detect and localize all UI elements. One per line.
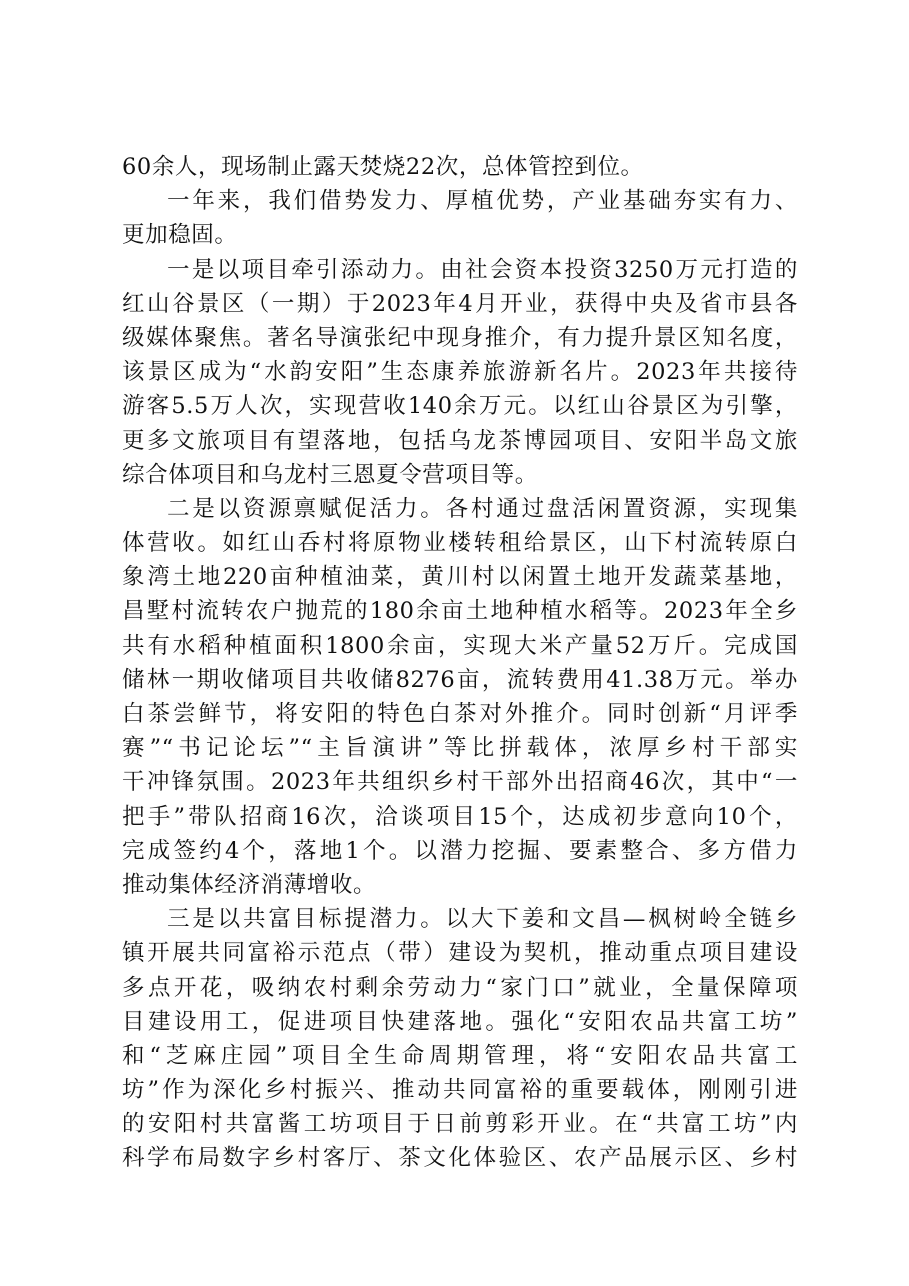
text-line: 的安阳村共富酱工坊项目于日前剪彩开业。在“共富工坊”内: [122, 1111, 798, 1138]
document-body: [122, 150, 798, 1176]
text-line: 共有水稻种植面积1800余亩，实现大米产量52万斤。完成国: [122, 632, 798, 659]
text-line: 科学布局数字乡村客厅、茶文化体验区、农产品展示区、乡村: [122, 1145, 798, 1172]
text-line: 三是以共富目标提潜力。以大下姜和文昌—枫树岭全链乡: [167, 906, 798, 933]
text-line: 游客5.5万人次，实现营收140余万元。以红山谷景区为引擎，: [122, 393, 798, 420]
text-line: 镇开展共同富裕示范点（带）建设为契机，推动重点项目建设: [122, 940, 798, 967]
text-line: 综合体项目和乌龙村三恩夏令营项目等。: [122, 461, 538, 488]
text-line: 更多文旅项目有望落地，包括乌龙茶博园项目、安阳半岛文旅: [122, 427, 798, 454]
text-line: 级媒体聚焦。著名导演张纪中现身推介，有力提升景区知名度，: [122, 324, 798, 351]
text-line: 一年来，我们借势发力、厚植优势，产业基础夯实有力、: [167, 188, 798, 215]
text-line: 干冲锋氛围。2023年共组织乡村干部外出招商46次，其中“一: [122, 769, 798, 796]
text-line: 该景区成为“水韵安阳”生态康养旅游新名片。2023年共接待: [122, 359, 798, 386]
text-line: 昌墅村流转农户抛荒的180余亩土地种植水稻等。2023年全乡: [122, 598, 798, 625]
text-line: 红山谷景区（一期）于2023年4月开业，获得中央及省市县各: [122, 290, 798, 317]
text-line: 白茶尝鲜节，将安阳的特色白茶对外推介。同时创新“月评季: [122, 701, 798, 727]
text-line: 推动集体经济消薄增收。: [122, 871, 377, 898]
text-line: 坊”作为深化乡村振兴、推动共同富裕的重要载体，刚刚引进: [122, 1077, 798, 1104]
text-line: 象湾土地220亩种植油菜，黄川村以闲置土地开发蔬菜基地，: [122, 564, 798, 591]
text-line: 更加稳固。: [122, 222, 238, 249]
text-line: 完成签约4个，落地1个。以潜力挖掘、要素整合、多方借力: [122, 837, 798, 864]
text-line: 赛”“书记论坛”“主旨演讲”等比拼载体，浓厚乡村干部实: [122, 735, 798, 762]
text-line: 体营收。如红山呑村将原物业楼转租给景区，山下村流转原白: [122, 530, 798, 557]
text-line: 和“芝麻庄园”项目全生命周期管理，将“安阳农品共富工: [122, 1042, 798, 1069]
text-line: 储林一期收储项目共收储8276亩，流转费用41.38万元。举办: [122, 666, 798, 693]
text-line: 60余人，现场制止露天焚烧22次，总体管控到位。: [122, 154, 644, 180]
text-line: 目建设用工，促进项目快建落地。强化“安阳农品共富工坊”: [122, 1008, 798, 1035]
text-line: 把手”带队招商16次，洽谈项目15个，达成初步意向10个，: [122, 803, 798, 830]
text-line: 多点开花，吸纳农村剩余劳动力“家门口”就业，全量保障项: [122, 974, 798, 1001]
text-line: 一是以项目牵引添动力。由社会资本投资3250万元打造的: [167, 256, 798, 283]
text-line: 二是以资源禀赋促活力。各村通过盘活闲置资源，实现集: [167, 495, 798, 522]
